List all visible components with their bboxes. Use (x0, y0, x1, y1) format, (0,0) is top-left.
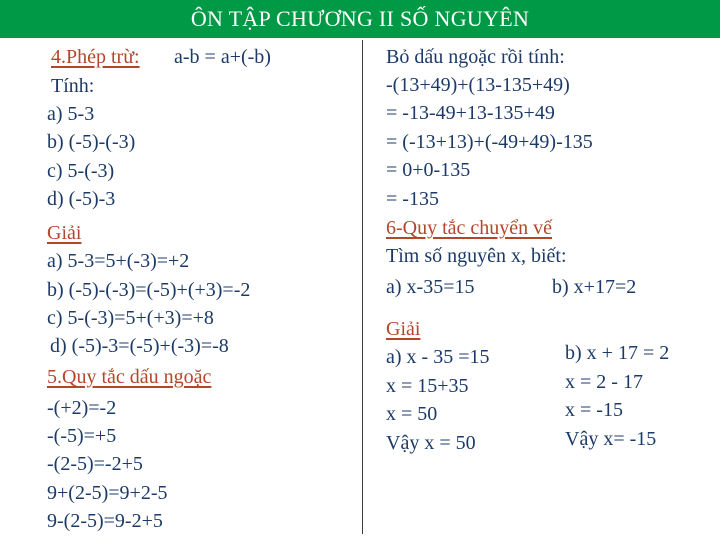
bracket-step-4: = 0+0-135 (386, 159, 471, 181)
right-solution-heading: Giải (386, 318, 421, 340)
rule4-heading: 4.Phép trừ: (51, 46, 140, 68)
rule5-heading: 5.Quy tắc dấu ngoặc (47, 366, 212, 388)
solution-b-step-3: x = -15 (565, 399, 623, 421)
rule5-example-5: 9-(2-5)=9-2+5 (47, 510, 163, 532)
exercise-b: b) (-5)-(-3) (47, 131, 136, 153)
solution-b: b) (-5)-(-3)=(-5)+(+3)=-2 (47, 279, 251, 301)
exercise-d: d) (-5)-3 (47, 188, 116, 210)
solution-b-step-2: x = 2 - 17 (565, 371, 643, 393)
compute-label: Tính: (51, 75, 95, 97)
rule5-example-4: 9+(2-5)=9+2-5 (47, 482, 168, 504)
rule5-example-3: -(2-5)=-2+5 (47, 453, 143, 475)
solution-a-step-2: x = 15+35 (386, 375, 469, 397)
rule6-heading: 6-Quy tắc chuyển vế (386, 217, 553, 239)
solution-d: d) (-5)-3=(-5)+(-3)=-8 (50, 335, 229, 357)
rule4-formula: a-b = a+(-b) (174, 46, 271, 68)
column-divider (362, 40, 363, 534)
solution-a-step-1: a) x - 35 =15 (386, 346, 490, 368)
slide-title: ÔN TẬP CHƯƠNG II SỐ NGUYÊN (190, 6, 530, 31)
solution-a: a) 5-3=5+(-3)=+2 (47, 250, 190, 272)
task-a: a) x-35=15 (386, 276, 475, 298)
task-b: b) x+17=2 (552, 276, 637, 298)
bracket-prompt: Bỏ dấu ngoặc rồi tính: (386, 46, 565, 68)
bracket-step-5: = -135 (386, 188, 439, 210)
exercise-a: a) 5-3 (47, 103, 95, 125)
rule6-prompt: Tìm số nguyên x, biết: (386, 245, 567, 267)
bracket-step-3: = (-13+13)+(-49+49)-135 (386, 131, 593, 153)
bracket-step-2: = -13-49+13-135+49 (386, 102, 555, 124)
solution-c: c) 5-(-3)=5+(+3)=+8 (47, 307, 214, 329)
solution-a-step-3: x = 50 (386, 403, 438, 425)
exercise-c: c) 5-(-3) (47, 160, 115, 182)
solution-a-conclusion: Vậy x = 50 (386, 432, 476, 454)
left-solution-heading: Giải (47, 222, 82, 244)
solution-b-conclusion: Vậy x= -15 (565, 428, 657, 450)
bracket-step-1: -(13+49)+(13-135+49) (386, 74, 570, 96)
rule5-example-1: -(+2)=-2 (47, 397, 117, 419)
rule5-example-2: -(-5)=+5 (47, 425, 117, 447)
solution-b-step-1: b) x + 17 = 2 (565, 342, 670, 364)
